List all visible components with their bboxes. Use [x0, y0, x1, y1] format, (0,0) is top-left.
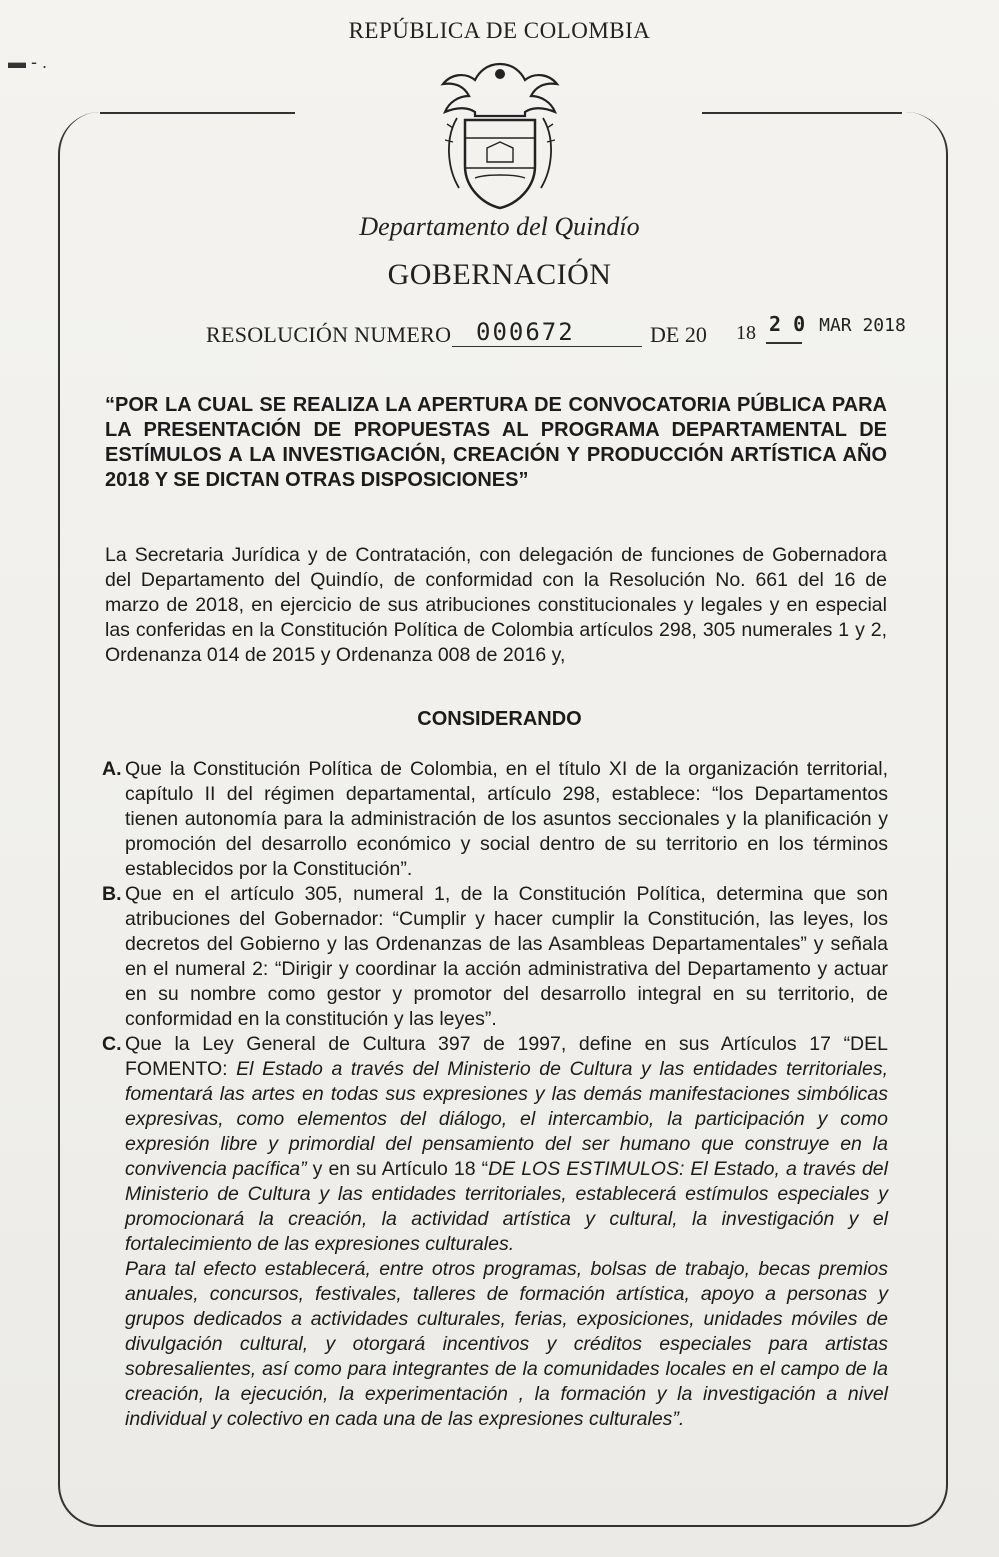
- item-text-quote-estimulos: DE LOS ESTIMULOS: El Estado, a través del Ministerio de Cultura y las entidades territoriales, establecerá estímulos especiales y promocionará la creación, la actividad artística y cultural, la investigación y el fortalecimiento de las expresiones culturales.: [125, 1158, 888, 1255]
- item-text-quote-continued: Para tal efecto establecerá, entre otros programas, bolsas de trabajo, becas premios anuales, concursos, festivales, talleres de formación artística, apoyo a personas y grupos dedicados a actividades culturales, ferias, exposiciones, unidades móviles de divulgación cultural, y otorgará incentivos y créditos especiales para artistas sobresalientes, así como para integrantes de la comunidades locales en el campo de la creación, la ejecución, la experimentación , la formación y la investigación a nivel individual y colectivo en cada una de las expresiones culturales”.: [125, 1258, 888, 1430]
- resolution-year-suffix: 18: [736, 322, 756, 344]
- frame-top-right-line: [702, 112, 902, 114]
- resolution-line: [206, 312, 906, 358]
- intro-paragraph: La Secretaria Jurídica y de Contratación, con delegación de funciones de Gobernadora del Departamento del Quindío, de conformidad con la Resolución No. 661 del 16 de marzo de 2018, en ejercicio de sus atribuciones constitucionales y legales y en especial las conferidas en la Constitución Política de Colombia artículos 298, 305 numerales 1 y 2, Ordenanza 014 de 2015 y Ordenanza 008 de 2016 y,: [105, 544, 887, 666]
- republic-heading: REPÚBLICA DE COLOMBIA: [348, 18, 651, 43]
- item-text: Que en el artículo 305, numeral 1, de la Constitución Política, determina que son atribuciones del Gobernador: “Cumplir y hacer cumplir la Constitución, las leyes, los decretos del Gobierno y las Ordenanzas de las Asambleas Departamentales” y señala en el numeral 2: “Dirigir y coordinar la acción administrativa del Departamento y actuar en su nombre como gestor y promotor del desarrollo integral en su territorio, de conformidad en la constitución y las leyes”.: [125, 883, 888, 1030]
- considerando-heading: CONSIDERANDO: [417, 708, 582, 730]
- list-item: [102, 757, 888, 882]
- resolution-year-prefix: DE 20: [650, 322, 707, 347]
- resolution-month-year: MAR 2018: [819, 315, 906, 336]
- list-item: [102, 882, 888, 1032]
- item-text-connector: y en su Artículo 18 “: [306, 1158, 489, 1180]
- item-text-quote-fomento: El Estado a través del Ministerio de Cultura y las entidades territoriales, fomentará las artes en todas sus expresiones y las demás manifestaciones simbólicas expresivas, como elementos del diálogo, el intercambio, la participación y como expresión libre y primordial del pensamiento del ser humano que construye en la convivencia pacífica”: [125, 1058, 888, 1180]
- stray-pen-mark: ▬ ‐ .: [8, 52, 47, 72]
- item-text: Que la Constitución Política de Colombia, en el título XI de la organización territorial, capítulo II del régimen departamental, artículo 298, establece: “los Departamentos tienen autonomía para la administración de los asuntos seccionales y la planificación y promoción del desarrollo económico y social dentro de su territorio en los términos establecidos por la Constitución”.: [125, 758, 888, 880]
- item-letter: A.: [102, 758, 122, 780]
- resolution-label: RESOLUCIÓN NUMERO: [206, 322, 452, 347]
- item-text-intro: Que la Ley General de Cultura 397 de 1997, define en sus Artículos 17 “DEL FOMENTO:: [125, 1033, 888, 1080]
- item-letter: C.: [102, 1033, 122, 1055]
- date-underline: [766, 342, 802, 344]
- document-title: “POR LA CUAL SE REALIZA LA APERTURA DE CONVOCATORIA PÚBLICA PARA LA PRESENTACIÓN DE PROPUESTAS AL PROGRAMA DEPARTAMENTAL DE ESTÍMULOS A LA INVESTIGACIÓN, CREACIÓN Y PRODUCCIÓN ARTÍSTICA AÑO 2018 Y SE DICTAN OTRAS DISPOSICIONES”: [105, 394, 887, 491]
- considerando-list: [102, 757, 888, 1432]
- resolution-date-stamp: [769, 312, 906, 336]
- office-heading: GOBERNACIÓN: [387, 258, 612, 291]
- item-letter: B.: [102, 883, 122, 905]
- frame-top-left-line: [100, 112, 295, 114]
- resolution-day: 2 0: [769, 312, 806, 336]
- department-name: Departamento del Quindío: [359, 212, 640, 241]
- list-item: [102, 1032, 888, 1432]
- resolution-number: 000672: [452, 318, 642, 347]
